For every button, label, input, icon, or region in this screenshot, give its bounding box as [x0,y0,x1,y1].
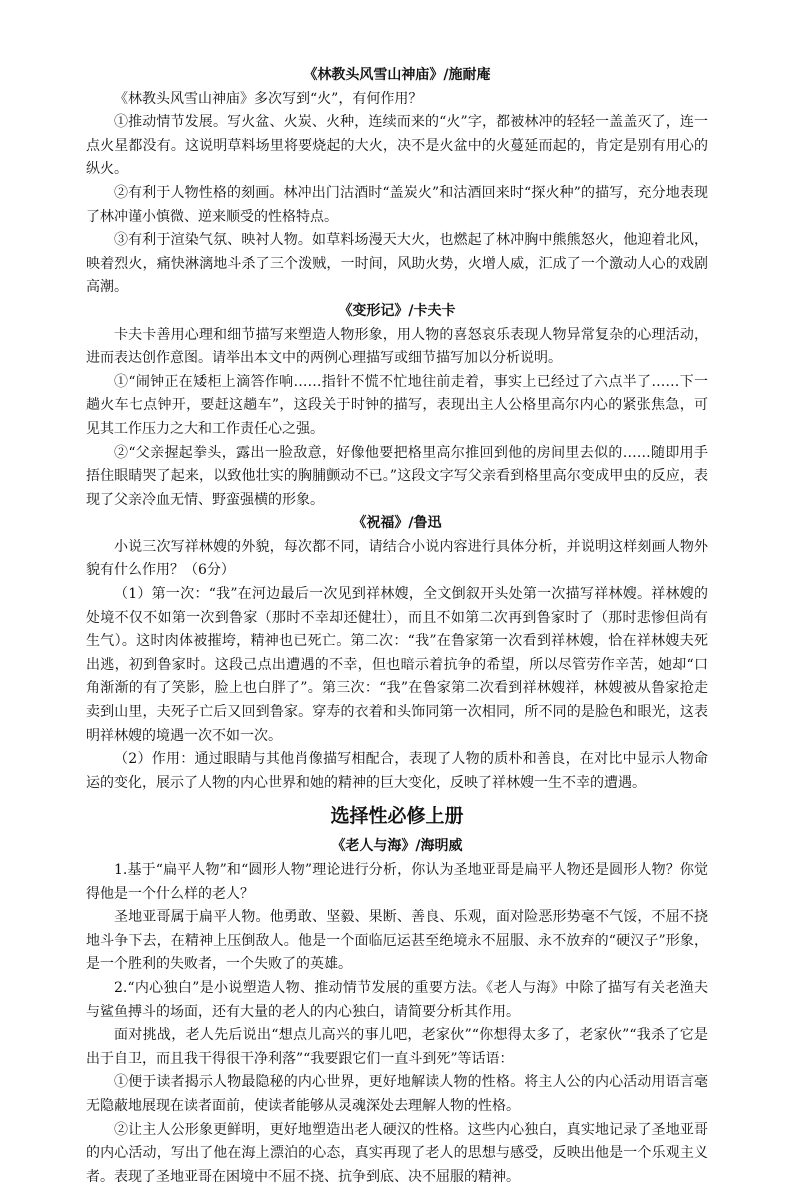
answer-paragraph: ①便于读者揭示人物最隐秘的内心世界，更好地解读人物的性格。将主人公的内心活动用语言毫无隐蔽地展现在读者面前，使读者能够从灵魂深处去理解人物的性格。 [86,1074,708,1114]
answer-paragraph: 圣地亚哥属于扁平人物。他勇敢、坚毅、果断、善良、乐观，面对险恶形势毫不气馁，不屈不挠地斗争下去，在精神上压倒敌人。他是一个面临厄运甚至绝境永不屈服、永不放弃的“硬汉子”形象，是一个胜利的失败者，一个失败了的英雄。 [86,909,708,973]
section-new-year-sacrifice [86,512,708,795]
answer-paragraph: ①“闹钟正在矮柜上滴答作响……指针不慌不忙地往前走着，事实上已经过了六点半了……下一趟火车七点钟开，要赶这趟车”，这段关于时钟的描写，表现出主人公格里高尔内心的紧张焦急，可见其工作压力之大和工作责任心之强。 [86,373,708,437]
answer-paragraph: ②让主人公形象更鲜明，更好地塑造出老人硬汉的性格。这些内心独白，真实地记录了圣地亚哥的内心活动，写出了他在海上漂泊的心态，真实再现了老人的思想与感受，反映出他是一个乐观主义者。表现了圣地亚哥在困境中不屈不挠、抗争到底、决不屈服的精神。 [86,1121,708,1185]
section-title: 《祝福》/鲁迅 [352,515,442,532]
question: 1.基于“扁平人物”和“圆形人物”理论进行分析，你认为圣地亚哥是扁平人物还是圆形人物？你觉得他是一个什么样的老人？ [86,862,708,902]
section-title: 《变形记》/卡夫卡 [338,302,456,319]
answer-paragraph: （2）作用：通过眼睛与其他肖像描写相配合，表现了人物的质朴和善良，在对比中显示人物命运的变化，展示了人物的内心世界和她的精神的巨大变化，反映了祥林嫂一生不幸的遭遇。 [86,751,708,791]
question: 卡夫卡善用心理和细节描写来塑造人物形象，用人物的喜怒哀乐表现人物异常复杂的心理活动，进而表达创作意图。请举出本文中的两例心理描写或细节描写加以分析说明。 [86,326,708,367]
answer-paragraph: 面对挑战，老人先后说出“想点儿高兴的事儿吧，老家伙”“你想得太多了，老家伙”“我杀了它是出于自卫，而且我干得很干净利落”“我要跟它们一直斗到死”等话语： [86,1027,708,1067]
answer-paragraph: ③有利于渲染气氛、映衬人物。如草料场漫天大火，也燃起了林冲胸中熊熊怒火，他迎着北风，映着烈火，痛快淋漓地斗杀了三个泼贼，一时间，风助火势，火增人威，汇成了一个激动人心的戏剧高潮。 [86,232,708,296]
section-lin-jiaotou [86,64,708,300]
answer-paragraph: ②“父亲握起拳头，露出一脸敌意，好像他要把格里高尔推回到他的房间里去似的……随即用手捂住眼睛哭了起来，以致他壮实的胸脯颤动不已。”这段文字写父亲看到格里高尔变成甲虫的反应，表现了父亲冷血无情、野蛮强横的形象。 [86,444,708,508]
question: 小说三次写祥林嫂的外貌，每次都不同，请结合小说内容进行具体分析，并说明这样刻画人物外貌有什么作用？（6分） [86,538,708,579]
question: 2.“内心独白”是小说塑造人物、推动情节发展的重要方法。《老人与海》中除了描写有关老渔夫与鲨鱼搏斗的场面，还有大量的老人的内心独白，请简要分析其作用。 [86,979,708,1020]
section-title: 《林教头风雪山神庙》/施耐庵 [303,67,491,83]
answer-paragraph: ②有利于人物性格的刻画。林冲出门沽酒时“盖炭火”和沽酒回来时“探火种”的描写，充分地表现了林冲谨小慎微、逆来顺受的性格特点。 [86,184,708,225]
question: 《林教头风雪山神庙》多次写到“火”，有何作用？ [114,90,423,107]
answer-paragraph: ①推动情节发展。写火盆、火炭、火种，连续而来的“火”字，都被林冲的轻轻一盖盖灭了，连一点火星都没有。这说明草料场里将要烧起的大火，决不是火盆中的火蔓延而起的，肯定是别有用心的纵火。 [86,114,708,178]
section-old-man-and-sea [86,835,708,1189]
volume-heading: 选择性必修上册 [330,805,464,828]
section-metamorphosis [86,300,708,512]
answer-paragraph: （1）第一次：“我”在河边最后一次见到祥林嫂，全文倒叙开头处第一次描写祥林嫂。祥林嫂的处境不仅不如第一次到鲁家（那时不幸却还健壮），而且不如第二次再到鲁家时了（那时悲惨但尚有生气）。这时肉体被摧垮，精神也已死亡。第二次：“我”在鲁家第一次看到祥林嫂，恰在祥林嫂夫死出逃，初到鲁家时。这段己点出遭遇的不幸，但也暗示着抗争的希望，所以尽管劳作辛苦，她却“口角渐渐的有了笑影，脸上也白胖了”。第三次：“我”在鲁家第二次看到祥林嫂祥，林嫂被从鲁家抢走卖到山里，夫死子亡后又回到鲁家。穿寿的衣着和头饰同第一次相同，所不同的是脸色和眼光，这表明祥林嫂的境遇一次不如一次。 [86,586,708,744]
section-title: 《老人与海》/海明威 [331,838,463,855]
